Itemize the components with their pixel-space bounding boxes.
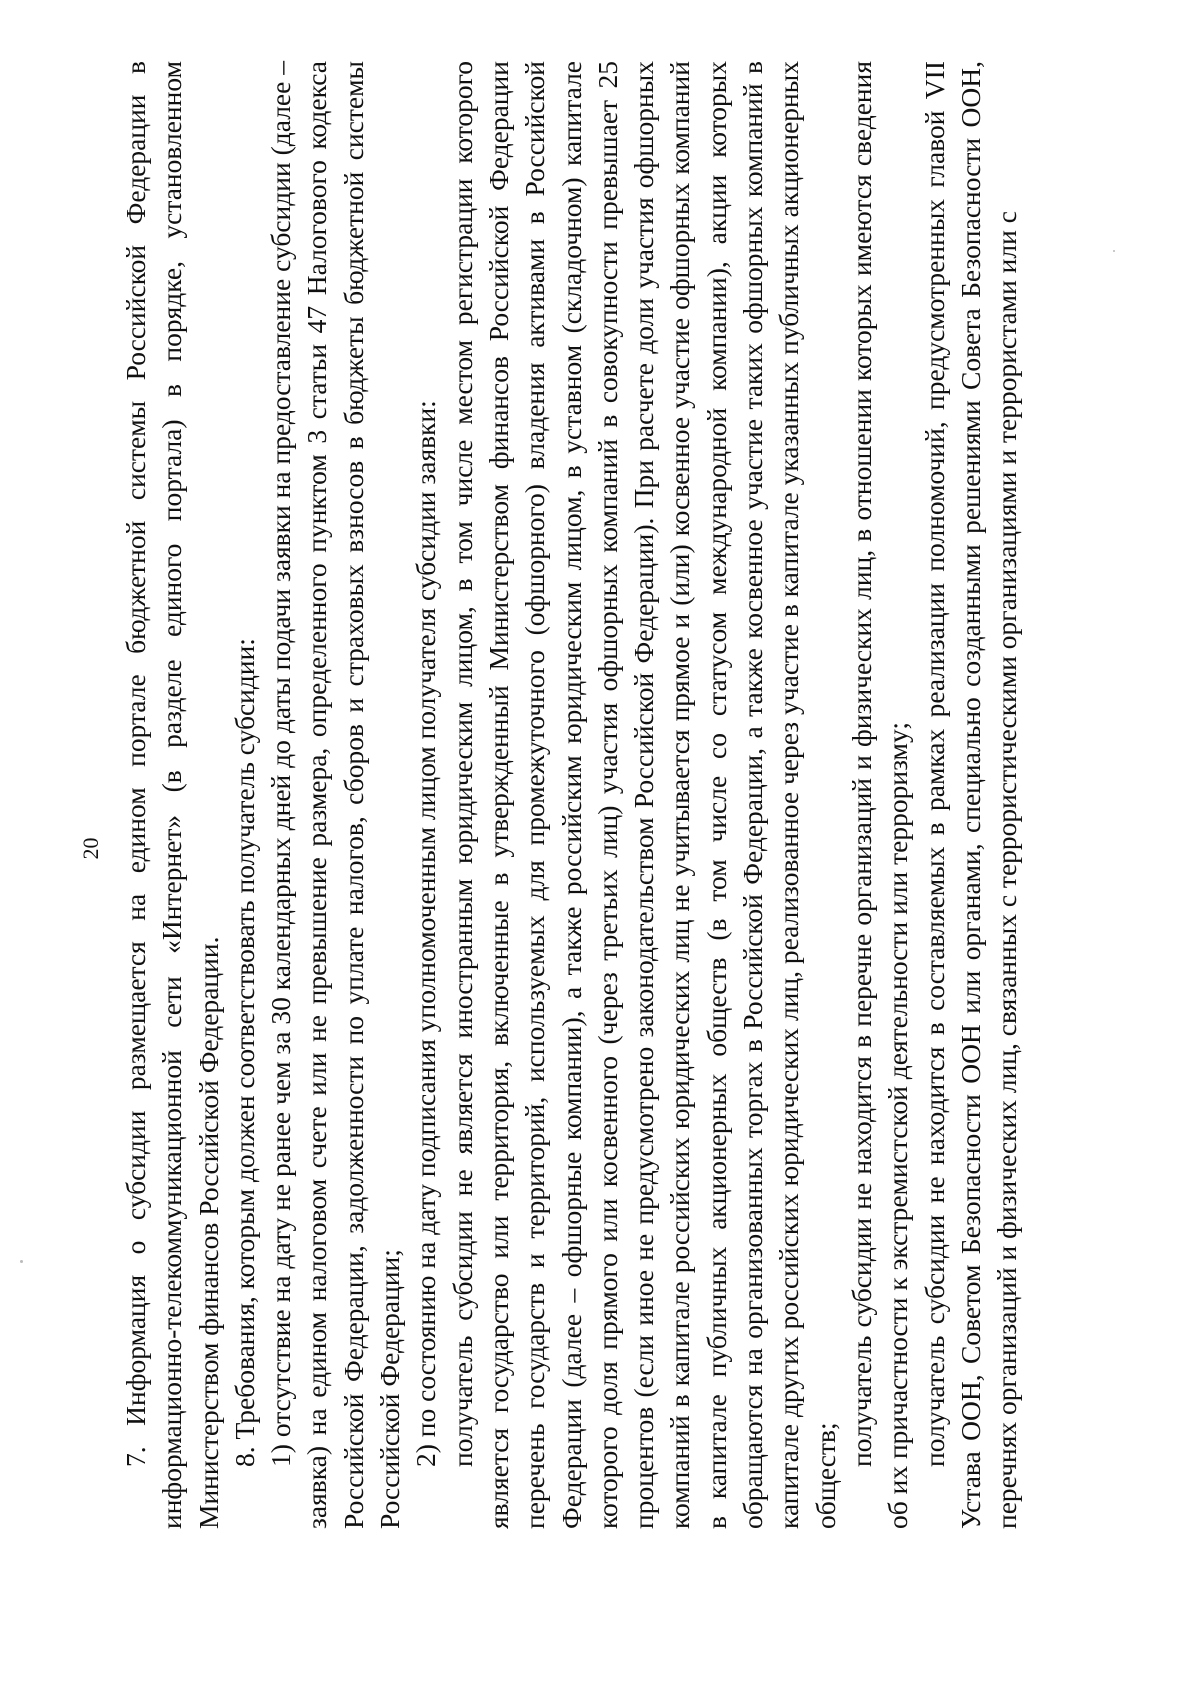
paragraph-8-requirements: 8. Требования, которым должен соответствовать получатель субсидии: bbox=[228, 638, 260, 1467]
condition-not-foreign-offshore: получатель субсидии не является иностранным юридическим лицом, в том числе местом регистрации которого является государство или территория, включенные в утвержденный Министерством финансов Российской Федерации перечень государств и территорий, используемых для промежуточного (офшорного) владения активами в Российской Федерации (далее – офшорные компании), а также российским юридическим лицом, в уставном (складочном) капитале которого доля прямого или косвенного (через третьих лиц) участия офшорных компаний в совокупности превышает 25 процентов (если иное не предусмотрено законодательством Российской Федерации). При расчете доли участия офшорных компаний в капитале российских юридических лиц не учитывается прямое и (или) косвенное участие офшорных компаний в капитале публичных акционерных обществ (в том числе со статусом международной компании), акции которых обращаются на организованных торгах в Российской Федерации, а также косвенное участие таких офшорных компаний в капитале других российских юридических лиц, реализованное через участие в капитале указанных публичных акционерных обществ; bbox=[446, 61, 841, 1529]
paragraph-7-info-placement: 7. Информация о субсидии размещается на едином портале бюджетной системы Российской Федерации в информационно-телекоммуникационной сети «Интернет» (в разделе единого портала) в порядке, установленном Министерством финансов Российской Федерации. bbox=[120, 61, 224, 1529]
page-number: 20 bbox=[78, 837, 103, 860]
document-body bbox=[118, 61, 1025, 1529]
condition-not-un-sanctions-list: получатель субсидии не находится в составляемых в рамках реализации полномочий, предусмотренных главой VII Устава ООН, Советом Безопасности ООН или органами, специально созданными решениями Совета Безопасности ООН, перечнях организаций и физических лиц, связанных с террористическими организациями и террористами или с bbox=[918, 61, 1023, 1529]
requirement-1-no-tax-debt: 1) отсутствие на дату не ранее чем за 30 календарных дней до даты подачи заявки на предоставление субсидии (далее – заявка) на едином налоговом счете или не превышение размера, определенного пунктом 3 статьи 47 Налогового кодекса Российской Федерации, задолженности по уплате налогов, сборов и страховых взносов в бюджеты бюджетной системы Российской Федерации; bbox=[265, 61, 406, 1529]
scan-speck bbox=[20, 1260, 23, 1263]
condition-not-extremist-list: получатель субсидии не находится в перечне организаций и физических лиц, в отношении которых имеются сведения об их причастности к экстремистской деятельности или терроризму; bbox=[845, 61, 914, 1529]
requirement-2-as-of-signing: 2) по состоянию на дату подписания уполномоченным лицом получателя субсидии заявки: bbox=[410, 400, 442, 1467]
scan-speck bbox=[1113, 250, 1115, 252]
